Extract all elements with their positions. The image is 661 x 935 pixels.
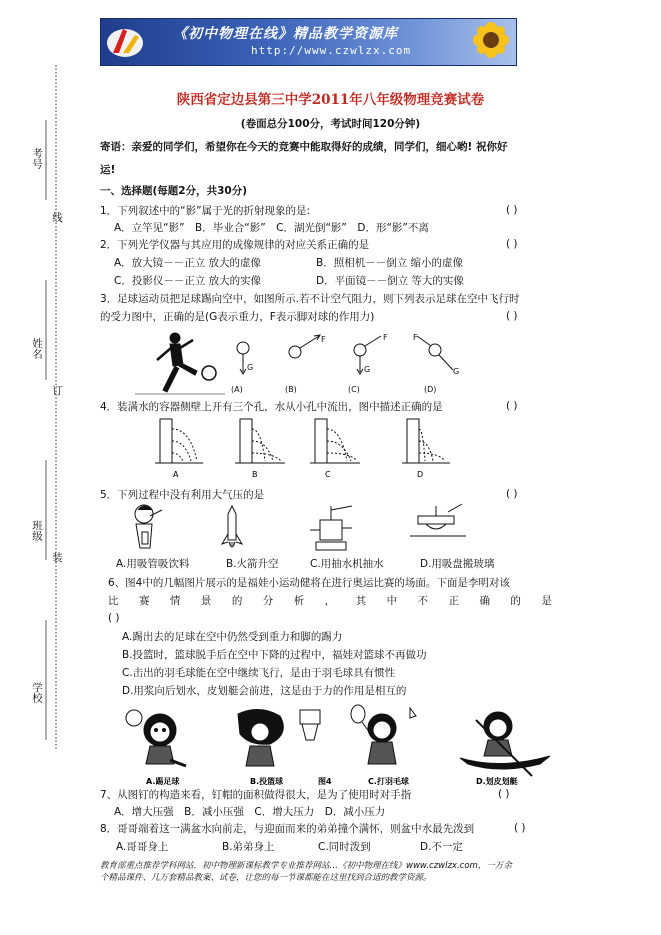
footer-line-1: 教育部重点推荐学科网站．初中物理新课标教学专业推荐网站…《初中物理在线》www.czwlzx.com，一万余 — [100, 861, 512, 871]
q1-options: A．立竿见“影” B．毕业合“影” C．湖光倒“影” D．形“影”不离 — [114, 222, 429, 234]
q3-a-g-label: G — [247, 363, 254, 372]
sunflower-icon — [472, 22, 510, 62]
label-exam-number: 考号 — [31, 148, 43, 169]
q3-c-f-label: F — [383, 333, 388, 342]
q6-label-c: C.打羽毛球 — [368, 777, 409, 786]
q6-label-a: A.踢足球 — [146, 777, 180, 786]
q6-stem-line-2: 比 赛 情 景 的 分 析 ， 其 中 不 正 确 的 是 — [108, 595, 552, 607]
q7-options: A．增大压强 B．减小压强 C．增大压力 D．减小压力 — [114, 806, 386, 818]
q6-option-d: D.用浆向后划水，皮划艇会前进，这是由于力的作用是相互的 — [122, 685, 407, 697]
q3-label-a: (A) — [231, 385, 243, 394]
q3-b-f-label: F — [321, 335, 326, 344]
force-diagram-c — [348, 333, 388, 394]
q3-d-f-label: F — [413, 333, 418, 342]
label-school: 学校 — [31, 682, 43, 703]
binding-mark-staple: 订 — [51, 385, 63, 396]
q3-answer-blank: ( ) — [506, 310, 518, 322]
label-name: 姓名 — [31, 338, 43, 359]
q4-label-d: D — [417, 470, 424, 479]
container-a — [155, 419, 203, 463]
rocket-drawing — [222, 506, 242, 547]
q3-d-g-label: G — [453, 367, 460, 376]
q2-stem: 2．下列光学仪器与其应用的成像规律的对应关系正确的是 — [100, 239, 370, 251]
q3-label-c: (C) — [348, 385, 360, 394]
q7-answer-blank: ( ) — [498, 788, 510, 800]
q4-label-b: B — [252, 470, 258, 479]
q2-option-c: C．投影仪－－正立 放大的实像 — [114, 275, 262, 287]
q4-answer-blank: ( ) — [506, 400, 518, 412]
suction-cup-drawing — [410, 504, 466, 536]
q2-option-d: D．平面镜－－倒立 等大的实像 — [316, 275, 464, 287]
paper-title: 陕西省定边县第三中学2011年八年级物理竞赛试卷 — [176, 92, 485, 108]
q8-answer-blank: ( ) — [514, 822, 526, 834]
q6-option-a: A.踢出去的足球在空中仍然受到重力和脚的踢力 — [122, 631, 343, 643]
q3-label-b: (B) — [285, 385, 297, 394]
q8-option-c: C.同时泼到 — [318, 841, 371, 853]
q6-label-b: B.投篮球 — [250, 777, 284, 786]
q5-option-a: A.用吸管吸饮料 — [116, 558, 190, 570]
fuwa-football-drawing — [126, 710, 186, 766]
q6-figure-4 — [120, 700, 560, 788]
q7-stem: 7、从图钉的构造来看，钉帽的面积做得很大，是为了使用时对手指 — [100, 789, 412, 801]
q6-option-b: B.投篮时，篮球脱手后在空中下降的过程中，福娃对篮球不再做功 — [122, 649, 427, 661]
q4-label-a: A — [173, 470, 179, 479]
football-player-drawing — [135, 333, 225, 394]
q2-option-b: B．照相机－－倒立 缩小的虚像 — [316, 257, 464, 269]
container-c — [310, 419, 360, 463]
banner-title: 《初中物理在线》精品教学资源库 — [173, 26, 398, 42]
q1-answer-blank: ( ) — [506, 204, 518, 216]
q2-answer-blank: ( ) — [506, 238, 518, 250]
fuwa-canoe-drawing — [460, 712, 550, 776]
force-diagram-a — [231, 342, 253, 394]
q8-option-a: A.哥哥身上 — [116, 841, 169, 853]
greeting-line-1: 寄语：亲爱的同学们，希望你在今天的竞赛中能取得好的成绩，同学们，细心哟! 祝你好 — [100, 141, 508, 153]
fuwa-badminton-drawing — [351, 705, 416, 764]
force-diagram-d — [413, 333, 459, 394]
banner-url: http://www.czwlzx.com — [251, 44, 412, 57]
q3-stem-line-2: 的受力图中，正确的是(G表示重力，F表示脚对球的作用力) — [100, 311, 375, 323]
q5-option-c: C.用抽水机抽水 — [310, 558, 384, 570]
q5-option-b: B.火箭升空 — [226, 558, 279, 570]
greeting-line-2: 运! — [100, 164, 116, 176]
container-d — [402, 419, 450, 463]
girl-drinking-drawing — [135, 505, 162, 548]
q8-stem: 8．哥哥端着这一满盆水向前走，与迎面而来的弟弟撞个满怀，则盆中水最先泼到 — [100, 823, 475, 835]
water-pump-drawing — [310, 506, 352, 550]
q4-figure — [155, 415, 455, 480]
site-logo-icon — [105, 23, 145, 61]
q8-option-b: B.弟弟身上 — [222, 841, 275, 853]
section-heading: 一、选择题(每题2分，共30分) — [100, 185, 248, 197]
q6-stem-line-1: 6、图4中的几幅图片展示的是福娃小运动健将在进行奥运比赛的场面。下面是李明对该 — [108, 577, 510, 589]
q8-option-d: D.不一定 — [420, 841, 463, 853]
q3-c-g-label: G — [364, 365, 371, 374]
q5-answer-blank: ( ) — [506, 488, 518, 500]
footer-line-2: 个精品课件、几万套精品教案、试卷，让您的每一节课都能在这里找到合适的教学资源。 — [100, 873, 432, 883]
q3-label-d: (D) — [424, 385, 437, 394]
q1-stem: 1．下列叙述中的“影”属于光的折射现象的是: — [100, 205, 311, 217]
q6-label-d: D.划皮划艇 — [476, 777, 518, 786]
fuwa-basketball-drawing — [238, 709, 320, 766]
q5-option-d: D.用吸盘搬玻璃 — [420, 558, 495, 570]
q6-figure-caption: 图4 — [318, 777, 332, 786]
q2-option-a: A．放大镜－－正立 放大的虚像 — [114, 257, 262, 269]
q4-stem: 4．装满水的容器侧壁上开有三个孔，水从小孔中流出，图中描述正确的是 — [100, 401, 443, 413]
q6-answer-blank: ( ) — [108, 612, 120, 624]
paper-subtitle: (卷面总分100分，考试时间120分钟) — [240, 118, 421, 130]
q5-stem: 5．下列过程中没有利用大气压的是 — [100, 489, 265, 501]
q3-stem-line-1: 3．足球运动员把足球踢向空中，如图所示.若不计空气阻力，则下列表示足球在空中飞行时 — [100, 293, 520, 305]
q3-figure — [135, 330, 470, 400]
q6-option-c: C.击出的羽毛球能在空中继续飞行，是由于羽毛球具有惯性 — [122, 667, 396, 679]
binding-mark-line: 线 — [51, 212, 63, 223]
header-banner — [100, 18, 517, 66]
container-b — [235, 419, 285, 463]
label-class: 班级 — [31, 520, 43, 541]
page-footer — [100, 860, 570, 884]
q4-label-c: C — [325, 470, 331, 479]
force-diagram-b — [285, 335, 326, 394]
binding-mark-bind: 装 — [51, 552, 63, 563]
q5-figure — [130, 502, 470, 554]
